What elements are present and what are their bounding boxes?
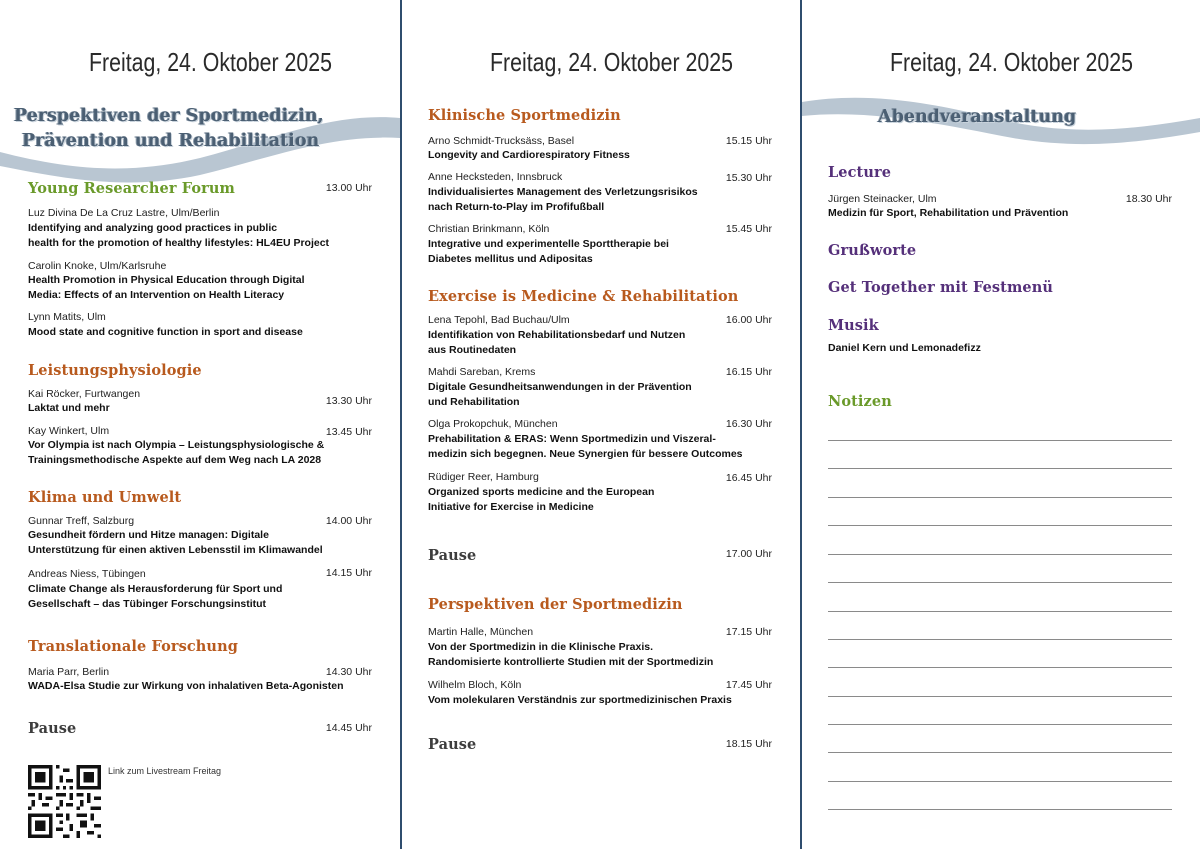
talk-title: Vor Olympia ist nach Olympia – Leistungsphysiologische & — [28, 439, 325, 451]
music-performers: Daniel Kern und Lemonadefizz — [828, 342, 981, 354]
banner-title-line1: Perspektiven der Sportmedizin, — [14, 106, 324, 126]
talk-time: 17.45 Uhr — [725, 679, 772, 691]
speaker: Arno Schmidt-Trucksäss, Basel — [428, 135, 575, 147]
banner-title: Abendveranstaltung — [878, 107, 1077, 127]
speaker: Andreas Niess, Tübingen — [28, 568, 146, 580]
talk-title: nach Return-to-Play im Profifußball — [428, 201, 605, 213]
talk-time: 13.30 Uhr — [325, 395, 372, 407]
livestream-link[interactable]: Link zum Livestream Freitag — [108, 766, 222, 776]
talk-title: Mood state and cognitive function in sport and disease — [28, 326, 303, 338]
date-heading: Freitag, 24. Oktober 2025 — [89, 47, 332, 77]
talk-time: 14.30 Uhr — [325, 666, 372, 678]
talk-time: 15.30 Uhr — [725, 172, 772, 184]
talk-title: Individualisiertes Management des Verletzungsrisikos — [428, 186, 698, 198]
pause-label: Pause — [428, 547, 477, 564]
talk-title: Digitale Gesundheitsanwendungen in der Prävention — [428, 381, 692, 393]
section-perspektiven: Perspektiven der Sportmedizin — [428, 596, 683, 613]
talk-time: 16.30 Uhr — [725, 418, 772, 430]
talk-title: und Rehabilitation — [428, 396, 520, 408]
speaker: Maria Parr, Berlin — [28, 666, 110, 678]
talk-title: Randomisierte kontrollierte Studien mit der Sportmedizin — [428, 656, 714, 668]
talk-time: 15.45 Uhr — [725, 223, 772, 235]
talk-time: 15.15 Uhr — [725, 135, 772, 147]
talk-title: Initiative for Exercise in Medicine — [428, 501, 594, 513]
talk-title: health for the promotion of healthy lifestyles: HL4EU Project — [28, 237, 330, 249]
speaker: Christian Brinkmann, Köln — [428, 223, 550, 235]
talk-title: Von der Sportmedizin in die Klinische Praxis. — [428, 641, 654, 653]
talk-title: Vom molekularen Verständnis zur sportmedizinischen Praxis — [428, 694, 732, 706]
talk-title: Medizin für Sport, Rehabilitation und Prävention — [828, 207, 1069, 219]
talk-title: aus Routinedaten — [428, 344, 517, 356]
speaker: Gunnar Treff, Salzburg — [28, 515, 135, 527]
column-divider-left — [400, 0, 402, 849]
section-leistungsphysiologie: Leistungsphysiologie — [28, 362, 202, 379]
speaker: Mahdi Sareban, Krems — [428, 366, 536, 378]
section-exercise-is-medicine: Exercise is Medicine & Rehabilitation — [428, 288, 739, 305]
talk-title: Diabetes mellitus und Adipositas — [428, 253, 593, 265]
speaker: Martin Halle, München — [428, 626, 534, 638]
note-line — [828, 582, 1172, 583]
talk-title: Gesellschaft – das Tübinger Forschungsinstitut — [28, 598, 267, 610]
pause-time: 18.15 Uhr — [725, 738, 772, 750]
note-line — [828, 696, 1172, 697]
note-line — [828, 752, 1172, 753]
talk-title: Media: Effects of an Intervention on Health Literacy — [28, 289, 285, 301]
talk-title: Trainingsmethodische Aspekte auf dem Weg nach LA 2028 — [28, 454, 322, 466]
pause-label: Pause — [428, 736, 477, 753]
note-line — [828, 525, 1172, 526]
speaker: Carolin Knoke, Ulm/Karlsruhe — [28, 260, 167, 272]
qr-code-icon[interactable] — [28, 765, 101, 838]
talk-title: Identifying and analyzing good practices in public — [28, 222, 278, 234]
talk-title: Organized sports medicine and the European — [428, 486, 655, 498]
note-line — [828, 611, 1172, 612]
pause-time: 14.45 Uhr — [325, 722, 372, 734]
banner-title-line2: Prävention und Rehabilitation — [22, 131, 320, 151]
section-translationale-forschung: Translationale Forschung — [28, 638, 238, 655]
talk-time: 14.15 Uhr — [325, 567, 372, 579]
talk-time: 17.15 Uhr — [725, 626, 772, 638]
date-heading: Freitag, 24. Oktober 2025 — [890, 47, 1133, 77]
speaker: Jürgen Steinacker, Ulm — [828, 193, 937, 205]
note-line — [828, 724, 1172, 725]
note-line — [828, 809, 1172, 810]
talk-title: Prehabilitation & ERAS: Wenn Sportmedizin und Viszeral- — [428, 433, 716, 445]
speaker: Anne Hecksteden, Innsbruck — [428, 171, 563, 183]
note-line — [828, 667, 1172, 668]
note-line — [828, 639, 1172, 640]
talk-title: Health Promotion in Physical Education through Digital — [28, 274, 305, 286]
talk-time: 18.30 Uhr — [1125, 193, 1172, 205]
speaker: Rüdiger Reer, Hamburg — [428, 471, 539, 483]
note-line — [828, 554, 1172, 555]
talk-title: medizin sich begegnen. Neue Synergien für bessere Outcomes — [428, 448, 743, 460]
note-line — [828, 468, 1172, 469]
note-line — [828, 440, 1172, 441]
section-klima-und-umwelt: Klima und Umwelt — [28, 489, 182, 506]
talk-time: 13.45 Uhr — [325, 426, 372, 438]
talk-time: 16.15 Uhr — [725, 366, 772, 378]
section-get-together: Get Together mit Festmenü — [828, 279, 1054, 296]
section-young-researcher-forum: Young Researcher Forum — [28, 180, 235, 197]
speaker: Lynn Matits, Ulm — [28, 311, 106, 323]
talk-title: Laktat und mehr — [28, 402, 110, 414]
section-notizen: Notizen — [828, 393, 892, 410]
speaker: Lena Tepohl, Bad Buchau/Ulm — [428, 314, 570, 326]
session-time: 13.00 Uhr — [325, 182, 372, 194]
date-heading: Freitag, 24. Oktober 2025 — [490, 47, 733, 77]
section-lecture: Lecture — [828, 164, 892, 181]
talk-title: Integrative und experimentelle Sporttherapie bei — [428, 238, 669, 250]
talk-title: Longevity and Cardiorespiratory Fitness — [428, 149, 630, 161]
talk-title: WADA-Elsa Studie zur Wirkung von inhalativen Beta-Agonisten — [28, 680, 344, 692]
talk-time: 14.00 Uhr — [325, 515, 372, 527]
section-klinische-sportmedizin: Klinische Sportmedizin — [428, 107, 621, 124]
talk-time: 16.45 Uhr — [725, 472, 772, 484]
pause-time: 17.00 Uhr — [725, 548, 772, 560]
speaker: Kay Winkert, Ulm — [28, 425, 110, 437]
talk-title: Unterstützung für einen aktiven Lebensstil im Klimawandel — [28, 544, 323, 556]
talk-title: Climate Change als Herausforderung für Sport und — [28, 583, 283, 595]
pause-label: Pause — [28, 720, 77, 737]
note-line — [828, 497, 1172, 498]
speaker: Luz Divina De La Cruz Lastre, Ulm/Berlin — [28, 207, 220, 219]
talk-time: 16.00 Uhr — [725, 314, 772, 326]
talk-title: Gesundheit fördern und Hitze managen: Digitale — [28, 529, 269, 541]
section-musik: Musik — [828, 317, 879, 334]
speaker: Kai Röcker, Furtwangen — [28, 388, 141, 400]
section-grussworte: Grußworte — [828, 242, 917, 259]
note-line — [828, 781, 1172, 782]
speaker: Olga Prokopchuk, München — [428, 418, 558, 430]
speaker: Wilhelm Bloch, Köln — [428, 679, 522, 691]
talk-title: Identifikation von Rehabilitationsbedarf und Nutzen — [428, 329, 686, 341]
